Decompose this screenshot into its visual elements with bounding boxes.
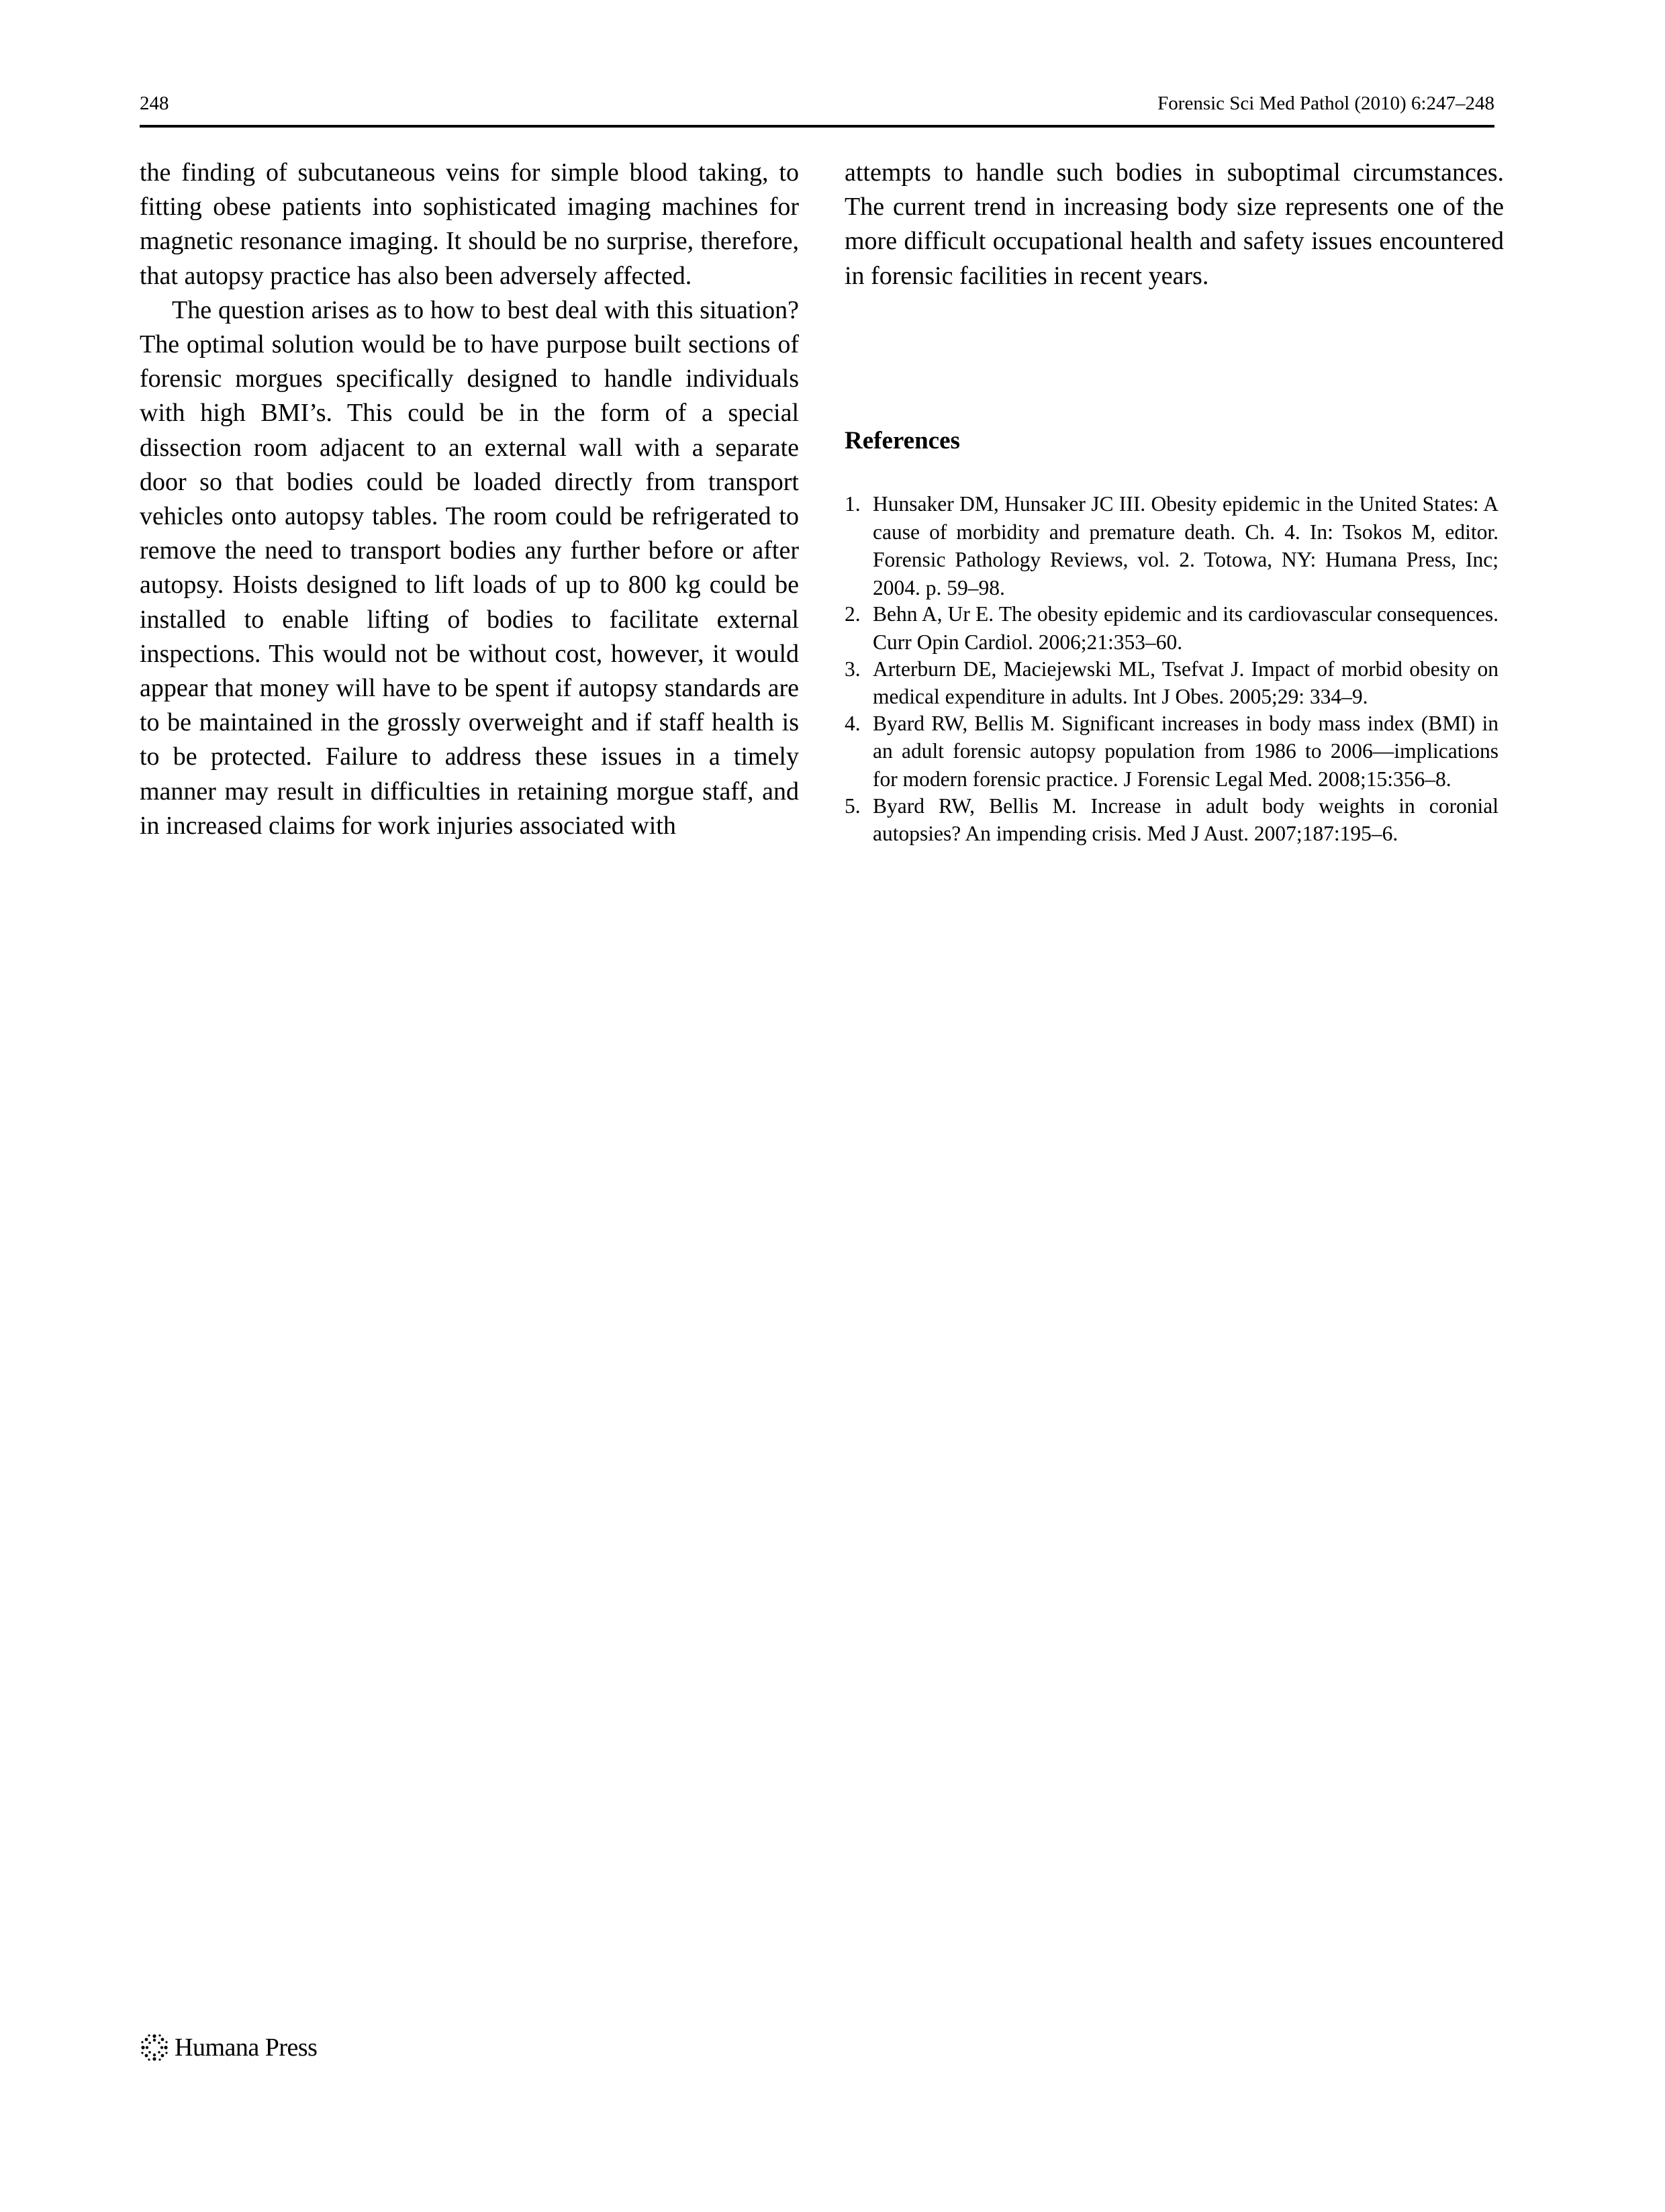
reference-item (845, 490, 1498, 602)
reference-text: Hunsaker DM, Hunsaker JC III. Obesity epidemic in the United States: A cause of morbidity and premature death. Ch. 4. In: Tsokos M, editor. Forensic Pathology Reviews, vol. 2. Totowa, NY: Humana Press, Inc; 2004. p. 59–98. (873, 492, 1498, 599)
reference-item (845, 710, 1498, 794)
reference-item (845, 792, 1498, 848)
left-column (140, 156, 799, 843)
journal-citation: Forensic Sci Med Pathol (2010) 6:247–248 (1157, 93, 1494, 114)
reference-text: Byard RW, Bellis M. Significant increases in body mass index (BMI) in an adult forensic autopsy population from 1986 to 2006—implications for modern forensic practice. J Forensic Legal Med. 2008;15:356–8. (873, 711, 1498, 791)
reference-number: 3. (845, 657, 861, 681)
reference-number: 4. (845, 711, 861, 735)
body-paragraph: The question arises as to how to best deal with this situation? The optimal solution would be to have purpose built sections of forensic morgues specifically designed to handle individuals with high BMI’s. This could be in the form of a special dissection room adjacent to an external wall with a separate door so that bodies could be loaded directly from transport vehicles onto autopsy tables. The room could be refrigerated to remove the need to transport bodies any further before or after autopsy. Hoists designed to lift loads of up to 800 kg could be installed to enable lifting of bodies to facilitate external inspections. This would not be without cost, however, it would appear that money will have to be spent if autopsy standards are to be maintained in the grossly overweight and if staff health is to be protected. Failure to address these issues in a timely manner may result in difficulties in retaining morgue staff, and in increased claims for work injuries associated with (140, 295, 799, 840)
reference-number: 5. (845, 794, 861, 818)
references-heading: References (845, 427, 960, 454)
reference-text: Byard RW, Bellis M. Increase in adult body weights in coronial autopsies? An impending crisis. Med J Aust. 2007;187:195–6. (873, 794, 1498, 846)
reference-list (845, 490, 1498, 847)
reference-text: Arterburn DE, Maciejewski ML, Tsefvat J. Impact of morbid obesity on medical expenditure in adults. Int J Obes. 2005;29: 334–9. (873, 657, 1498, 709)
publisher-logo (140, 2027, 317, 2068)
body-paragraph: attempts to handle such bodies in suboptimal circumstances. The current trend in increasing body size represents one of the more difficult occupational health and safety issues encountered in forensic facilities in recent years. (845, 158, 1504, 290)
reference-number: 2. (845, 602, 861, 626)
reference-number: 1. (845, 492, 861, 516)
right-column (845, 156, 1504, 293)
page-number: 248 (140, 93, 169, 114)
humana-press-logo-icon (140, 2033, 169, 2062)
publisher-name: Humana Press (175, 2033, 318, 2062)
reference-item (845, 600, 1498, 656)
body-paragraph: the finding of subcutaneous veins for simple blood taking, to fitting obese patients into sophisticated imaging machines for magnetic resonance imaging. It should be no surprise, therefore, that autopsy practice has also been adversely affected. (140, 158, 799, 290)
header-rule (140, 125, 1494, 128)
running-header (140, 90, 1494, 124)
reference-text: Behn A, Ur E. The obesity epidemic and its cardiovascular consequences. Curr Opin Cardiol. 2006;21:353–60. (873, 602, 1498, 654)
reference-item (845, 655, 1498, 711)
